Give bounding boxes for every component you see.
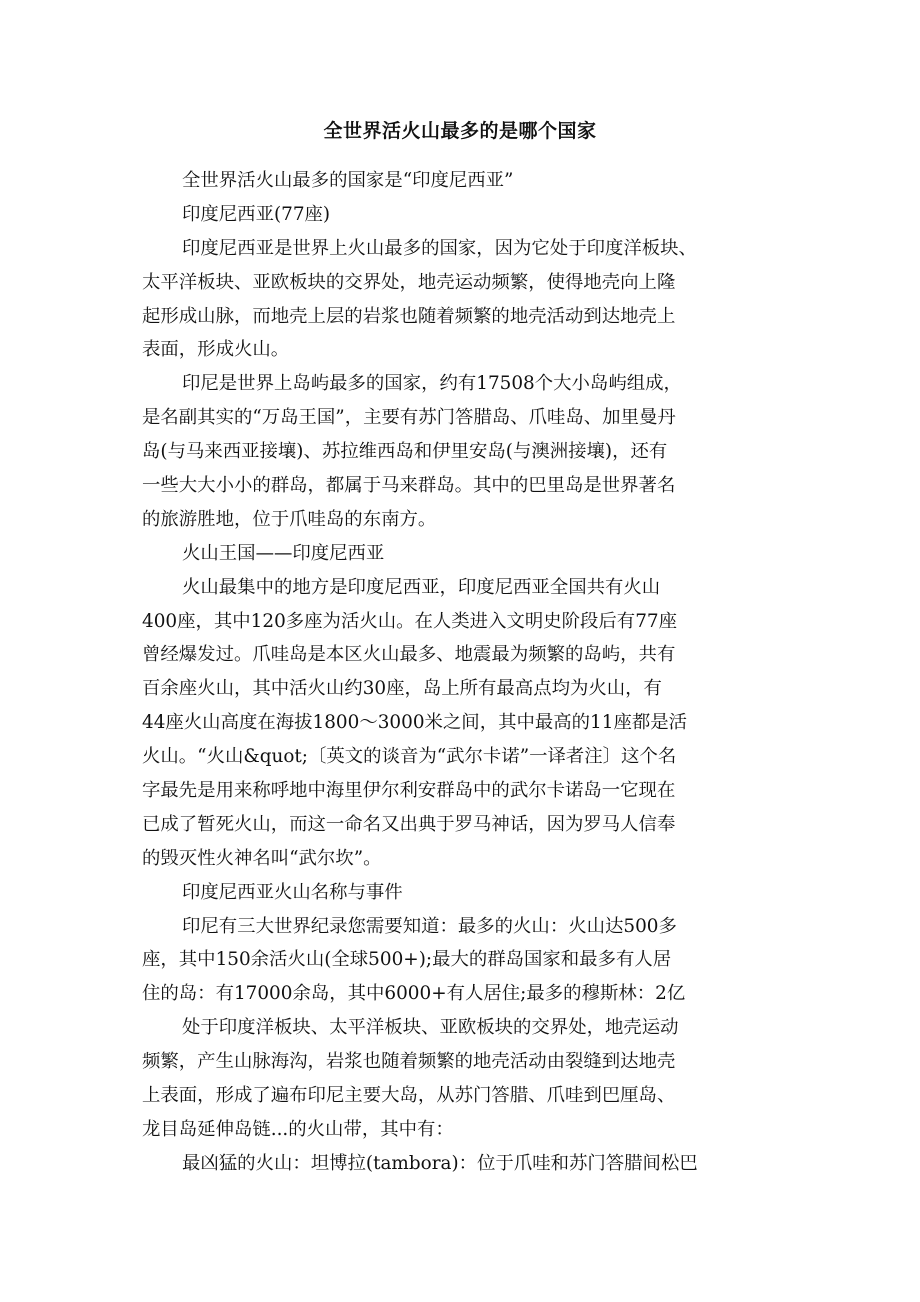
text-line: 全世界活火山最多的国家是“印度尼西亚” — [182, 170, 514, 191]
text-line: 44座火山高度在海拔1800～3000米之间，其中最高的11座都是活 — [142, 712, 688, 734]
text-line: 住的岛：有17000余岛，其中6000+有人居住;最多的穆斯林：2亿 — [142, 983, 686, 1005]
text-line: 火山。“火山&quot;〔英文的谈音为“武尔卡诺”一译者注〕这个名 — [142, 746, 677, 768]
text-line: 的旅游胜地，位于爪哇岛的东南方。 — [142, 508, 437, 530]
text-line: 已成了暂死火山，而这一命名又出典于罗马神话，因为罗马人信奉 — [142, 813, 676, 835]
text-line: 太平洋板块、亚欧板块的交界处，地壳运动频繁，使得地壳向上隆 — [142, 271, 676, 293]
document-body — [142, 164, 782, 1181]
text-line: 频繁，产生山脉海沟，岩浆也随着频繁的地壳活动由裂缝到达地壳 — [142, 1051, 676, 1073]
text-line: 的毁灭性火神名叫“武尔坎”。 — [142, 847, 382, 869]
text-line: 龙目岛延伸岛链...的火山带，其中有： — [142, 1118, 454, 1140]
text-line: 印度尼西亚是世界上火山最多的国家，因为它处于印度洋板块、 — [182, 237, 697, 259]
document-title: 全世界活火山最多的是哪个国家 — [323, 120, 597, 142]
text-line: 曾经爆发过。爪哇岛是本区火山最多、地震最为频繁的岛屿，共有 — [142, 644, 676, 666]
text-line: 字最先是用来称呼地中海里伊尔利安群岛中的武尔卡诺岛一它现在 — [142, 780, 676, 802]
text-line: 是名副其实的“万岛王国”，主要有苏门答腊岛、爪哇岛、加里曼丹 — [142, 407, 676, 429]
text-line: 火山王国——印度尼西亚 — [182, 542, 385, 564]
text-line: 一些大大小小的群岛，都属于马来群岛。其中的巴里岛是世界著名 — [142, 475, 676, 497]
text-line: 座，其中150余活火山(全球500+);最大的群岛国家和最多有人居 — [142, 949, 672, 971]
text-line: 400座，其中120多座为活火山。在人类进入文明史阶段后有77座 — [142, 610, 677, 632]
text-line: 火山最集中的地方是印度尼西亚，印度尼西亚全国共有火山 — [182, 576, 661, 598]
text-line: 印尼有三大世界纪录您需要知道：最多的火山：火山达500多 — [182, 915, 677, 937]
text-line: 上表面，形成了遍布印尼主要大岛，从苏门答腊、爪哇到巴厘岛、 — [142, 1085, 676, 1107]
text-line: 印度尼西亚火山名称与事件 — [182, 881, 403, 903]
text-line: 最凶猛的火山：坦博拉(tambora)：位于爪哇和苏门答腊间松巴 — [182, 1152, 698, 1174]
text-line: 印度尼西亚(77座) — [182, 203, 331, 225]
text-line: 处于印度洋板块、太平洋板块、亚欧板块的交界处，地壳运动 — [182, 1017, 679, 1039]
text-line: 印尼是世界上岛屿最多的国家，约有17508个大小岛屿组成， — [182, 373, 682, 395]
text-line: 起形成山脉，而地壳上层的岩浆也随着频繁的地壳活动到达地壳上 — [142, 305, 676, 327]
text-line: 表面，形成火山。 — [142, 339, 290, 361]
text-line: 岛(与马来西亚接壤)、苏拉维西岛和伊里安岛(与澳洲接壤)，还有 — [142, 441, 668, 463]
text-line: 百余座火山，其中活火山约30座，岛上所有最高点均为火山，有 — [142, 678, 662, 700]
